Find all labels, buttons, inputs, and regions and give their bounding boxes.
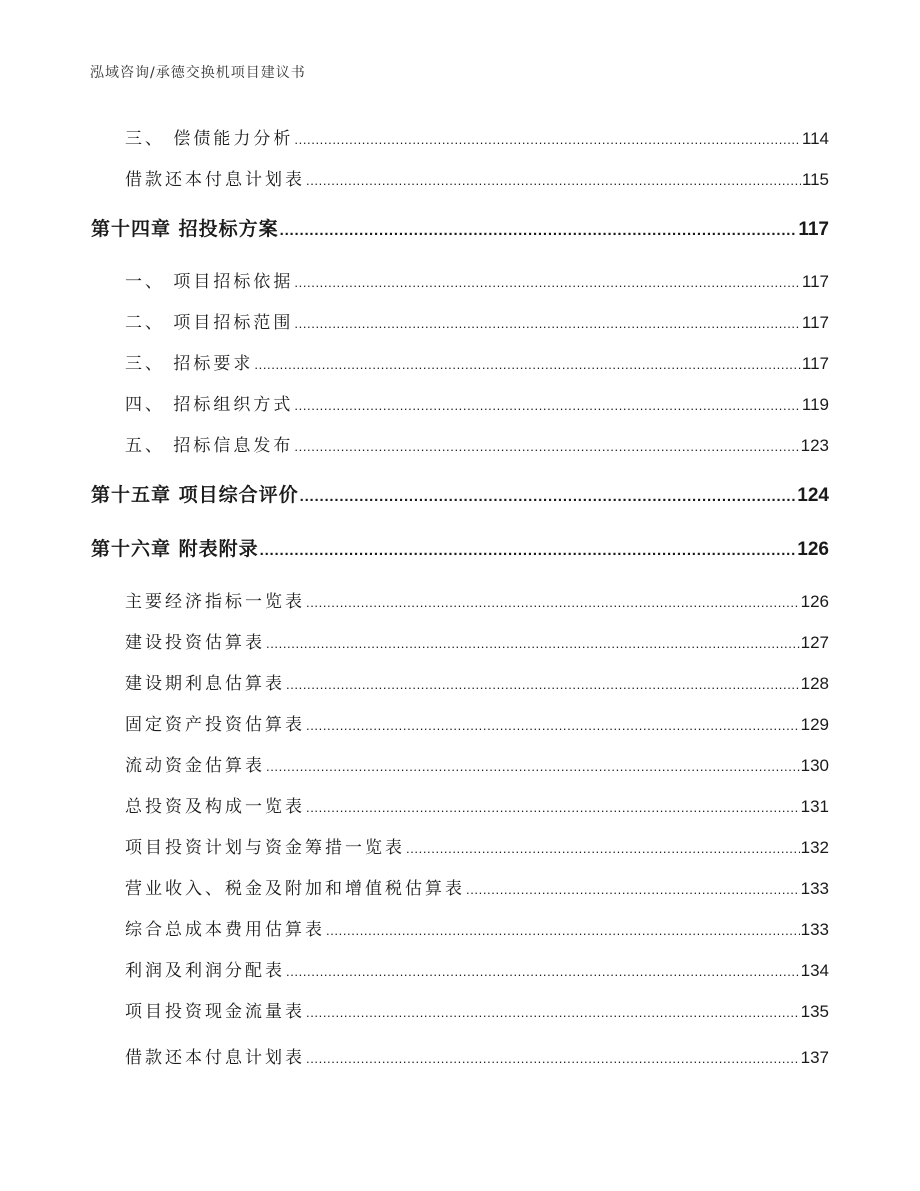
toc-entry-title: 二、 项目招标范围 <box>125 313 294 333</box>
dot-leader <box>306 170 801 190</box>
toc-entry-section[interactable] <box>125 390 829 415</box>
toc-entry-title: 三、 招标要求 <box>125 354 254 374</box>
toc-entry-page: 135 <box>800 1002 829 1021</box>
toc-entry-title: 流动资金估算表 <box>125 756 265 776</box>
dot-leader <box>260 538 797 560</box>
toc-entry-section[interactable] <box>125 165 829 190</box>
toc-entry-section[interactable] <box>125 669 829 694</box>
toc-entry-page: 127 <box>800 633 829 652</box>
toc-entry-page: 129 <box>800 715 829 734</box>
toc-entry-section[interactable] <box>125 874 829 899</box>
dot-leader <box>306 1048 800 1068</box>
toc-entry-title: 建设投资估算表 <box>125 633 265 653</box>
toc-entry-title: 项目投资现金流量表 <box>125 1002 305 1022</box>
dot-leader <box>286 961 800 981</box>
toc-entry-section[interactable] <box>125 349 829 374</box>
dot-leader <box>300 484 797 506</box>
toc-entry-section[interactable] <box>125 628 829 653</box>
toc-entry-section[interactable] <box>125 431 829 456</box>
dot-leader <box>294 436 799 456</box>
toc-entry-section[interactable] <box>125 956 829 981</box>
toc-entry-section[interactable] <box>125 124 829 149</box>
toc-entry-title: 建设期利息估算表 <box>125 674 285 694</box>
toc-entry-page: 123 <box>800 436 829 455</box>
dot-leader <box>294 395 800 415</box>
toc-entry-page: 133 <box>800 879 829 898</box>
dot-leader <box>254 354 800 374</box>
dot-leader <box>406 838 800 858</box>
dot-leader <box>266 756 800 776</box>
toc-entry-title: 固定资产投资估算表 <box>125 715 305 735</box>
dot-leader <box>306 592 800 612</box>
toc-entry-chapter[interactable] <box>91 534 829 561</box>
toc-entry-page: 133 <box>800 920 829 939</box>
dot-leader <box>266 633 800 653</box>
toc-entry-title: 营业收入、税金及附加和增值税估算表 <box>125 879 465 899</box>
toc-entry-title: 四、 招标组织方式 <box>125 395 294 415</box>
toc-entry-title: 总投资及构成一览表 <box>125 797 305 817</box>
dot-leader <box>306 797 800 817</box>
toc-entry-page: 117 <box>801 272 829 291</box>
dot-leader <box>286 674 800 694</box>
toc-entry-section[interactable] <box>125 308 829 333</box>
toc-entry-page: 117 <box>801 354 829 373</box>
toc-entry-page: 115 <box>801 170 829 189</box>
toc-entry-title: 综合总成本费用估算表 <box>125 920 325 940</box>
toc-entry-page: 130 <box>800 756 829 775</box>
toc-entry-title: 借款还本付息计划表 <box>125 170 305 190</box>
toc-entry-title: 第十五章 项目综合评价 <box>91 484 299 506</box>
toc-entry-page: 132 <box>800 838 829 857</box>
dot-leader <box>326 920 800 940</box>
toc-entry-section[interactable] <box>125 710 829 735</box>
toc-entry-page: 128 <box>800 674 829 693</box>
toc-entry-title: 利润及利润分配表 <box>125 961 285 981</box>
toc-entry-page: 124 <box>797 485 829 506</box>
toc-entry-chapter[interactable] <box>91 480 829 507</box>
toc-entry-page: 137 <box>800 1048 829 1067</box>
toc-entry-page: 117 <box>798 219 829 240</box>
toc-entry-title: 五、 招标信息发布 <box>125 436 294 456</box>
toc-entry-section[interactable] <box>125 833 829 858</box>
toc-entry-page: 131 <box>800 797 829 816</box>
dot-leader <box>306 1002 800 1022</box>
toc-entry-section[interactable] <box>125 1043 829 1068</box>
toc-entry-page: 117 <box>801 313 829 332</box>
dot-leader <box>280 218 798 240</box>
dot-leader <box>466 879 800 899</box>
toc-entry-section[interactable] <box>125 997 829 1022</box>
toc-entry-page: 134 <box>800 961 829 980</box>
toc-entry-title: 一、 项目招标依据 <box>125 272 294 292</box>
dot-leader <box>294 313 800 333</box>
toc-entry-section[interactable] <box>125 587 829 612</box>
dot-leader <box>306 715 800 735</box>
toc-entry-section[interactable] <box>125 792 829 817</box>
toc-entry-page: 126 <box>797 539 829 560</box>
toc-entry-page: 126 <box>800 592 829 611</box>
toc-entry-section[interactable] <box>125 751 829 776</box>
toc-entry-title: 三、 偿债能力分析 <box>125 129 294 149</box>
toc-entry-title: 借款还本付息计划表 <box>125 1048 305 1068</box>
toc-entry-title: 主要经济指标一览表 <box>125 592 305 612</box>
toc-entry-page: 114 <box>801 129 829 148</box>
toc-entry-section[interactable] <box>125 267 829 292</box>
toc-entry-title: 项目投资计划与资金筹措一览表 <box>125 838 405 858</box>
dot-leader <box>294 129 800 149</box>
document-header: 泓域咨询/承德交换机项目建议书 <box>90 65 306 81</box>
dot-leader <box>294 272 800 292</box>
toc-entry-section[interactable] <box>125 915 829 940</box>
toc-entry-title: 第十四章 招投标方案 <box>91 218 279 240</box>
toc-entry-chapter[interactable] <box>91 214 829 241</box>
toc-entry-page: 119 <box>801 395 829 414</box>
toc-entry-title: 第十六章 附表附录 <box>91 538 259 560</box>
